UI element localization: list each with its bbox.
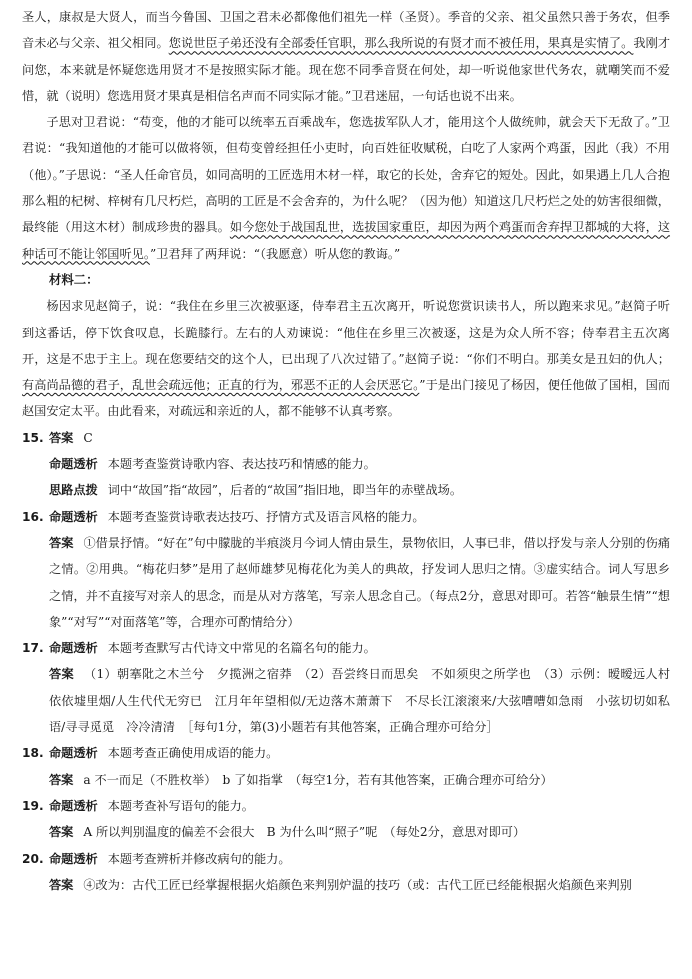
analysis-text: 本题考查补写语句的能力。 [107, 798, 254, 813]
analysis-label: 命题透析 [49, 851, 98, 866]
material1-paragraph-2: 子思对卫君说：“苟变，他的才能可以统率五百乘战车，您选拔军队人才，能用这个人做统帅，就会天下无敌了。”卫君说：“我知道他的才能可以做将领，但苟变曾经担任小吏时，向百姓征收赋税，白吃了人家两个鸡蛋，因此（我）不用（他）。”子思说：“圣人任命官员，如同高明的工匠选用木材一样，取它的长处，舍弃它的短处。因此，如果遇上几人合抱那么粗的杞树、梓树有几尺朽烂，高明的工匠是不会舍弃的，为什么呢？（因为他）知道这几尺朽烂之处的妨害很细微，最终能（用这木材）制成珍贵的器具。如今您处于战国乱世，选拔国家重臣，却因为两个鸡蛋而舍弃捍卫都城的大将，这种话可不能让邻国听见。”卫君拜了两拜说：“（我愿意）听从您的教诲。” [22, 115, 671, 261]
answer-label: 答案 [49, 535, 74, 550]
underlined-sentence: 有高尚品德的君子，乱世会疏远他；正直的行为，邪恶不正的人会厌恶它。 [22, 378, 420, 393]
answer-label: 答案 [49, 772, 74, 787]
underlined-sentence: 如今您处于战国乱世，选拔国家重臣，却因为两个鸡蛋而舍弃捍卫都城的大将，这种话可不能让邻国听见。 [22, 220, 671, 261]
answer-label: 答案 [49, 430, 74, 445]
answer-text: A 所以判别温度的偏差不会很大 B 为什么叫“照子”呢 （每处2分，意思对即可） [83, 825, 526, 840]
analysis-label: 命题透析 [49, 641, 98, 656]
hint-text: 词中“故国”指“故园”，后者的“故国”指旧地，即当年的赤壁战场。 [107, 483, 463, 498]
analysis-text: 本题考查鉴赏诗歌内容、表达技巧和情感的能力。 [107, 457, 376, 472]
analysis-label: 命题透析 [49, 509, 98, 524]
answer-paragraph [22, 530, 670, 635]
question-16 [22, 504, 670, 635]
question-18 [22, 740, 670, 793]
analysis-label: 命题透析 [49, 798, 98, 813]
question-number: 15. [22, 430, 44, 445]
analysis-text: 本题考查默写古代诗文中常见的名篇名句的能力。 [107, 641, 376, 656]
answer-label: 答案 [49, 825, 74, 840]
question-number: 19. [22, 798, 44, 813]
answer-paragraph [22, 767, 670, 793]
analysis-text: 本题考查正确使用成语的能力。 [107, 746, 279, 761]
question-number: 18. [22, 746, 44, 761]
underlined-sentence: 您说世臣子弟还没有全部委任官职，那么我所说的有贤才而不被任用，果真是实情了。 [168, 36, 634, 51]
answer-label: 答案 [49, 667, 74, 682]
question-19 [22, 793, 670, 846]
answer-text: （1）朝搴阰之木兰兮 夕揽洲之宿莽 （2）吾尝终日而思矣 不如须臾之所学也 （3）示例：暧暧远人村 依依墟里烟/人生代代无穷已 江月年年望相似/无边落木萧萧下 不尽长江滚滚来/大弦嘈嘈如急雨 小弦切切如私语/寻寻觅觅 冷冷清清 ［每句1分，第(3)小题若有其他答案，正确合理亦可给分］ [49, 667, 683, 735]
material1-paragraph-1: 圣人，康叔是大贤人，而当今鲁国、卫国之君未必都像他们祖先一样（圣贤）。季音的父亲、祖父虽然只善于务农，但季音未必与父亲、祖父相同。您说世臣子弟还没有全部委任官职，那么我所说的有贤才而不被任用，果真是实情了。我刚才问您，本来就是怀疑您选用贤才不是按照实际才能。现在您不同季音贤在何处，却一听说他家世代务农，就嘲笑而不爱惜，就（说明）您选用贤才果真是相信名声而不同实际才能。”卫君迷屈，一句话也说不出来。 [22, 10, 671, 103]
answer-text: C [83, 430, 93, 445]
analysis-label: 命题透析 [49, 457, 98, 472]
question-20 [22, 846, 670, 899]
answer-label: 答案 [49, 877, 74, 892]
answer-paragraph [22, 872, 670, 898]
answer-text: ④改为：古代工匠已经掌握根据火焰颜色来判别炉温的技巧（或：古代工匠已经能根据火焰颜色来判别 [83, 877, 632, 892]
answer-text: a 不一而足（不胜枚举） b 了如指掌 （每空1分，若有其他答案，正确合理亦可给分） [83, 772, 553, 787]
material2-paragraph: 杨因求见赵简子，说：“我住在乡里三次被驱逐，侍奉君主五次离开，听说您赏识读书人，所以跑来求见。”赵简子听到这番话，停下饮食叹息，长跪膝行。左右的人劝谏说：“他住在乡里三次被逐，这是为众人所不容；侍奉君主五次离开，这是不忠于主上。现在您要结交的这个人，已出现了八次过错了。”赵简子说：“你们不明白。那美女是丑妇的仇人；有高尚品德的君子，乱世会疏远他；正直的行为，邪恶不正的人会厌恶它。”于是出门接见了杨因，便任他做了国相，国而赵国安定太平。由此看来，对疏远和亲近的人，都不能够不认真考察。 [22, 299, 671, 419]
analysis-text: 本题考查辨析并修改病句的能力。 [107, 851, 291, 866]
question-number: 16. [22, 509, 44, 524]
answer-paragraph [22, 819, 670, 845]
question-17 [22, 635, 683, 740]
answer-text: ①借景抒情。“好在”句中朦胧的半痕淡月今词人情由景生，景物依旧，人事已非，借以抒发与亲人分别的伤痛之情。②用典。“梅花归梦”是用了赵师雄梦见梅花化为美人的典故，抒发词人思归之情。③虚实结合。词人写思乡之情，并不直接写对亲人的思念，而是从对方落笔，写亲人思念自己。（每点2分，意思对即可。若答“触景生情”“想象”“对写”“对面落笔”等，合理亦可酌情给分） [49, 535, 671, 629]
question-15 [22, 425, 670, 504]
question-number: 20. [22, 851, 44, 866]
analysis-label: 命题透析 [49, 746, 98, 761]
hint-label: 思路点拨 [49, 483, 98, 498]
question-number: 17. [22, 641, 44, 656]
analysis-text: 本题考查鉴赏诗歌表达技巧、抒情方式及语言风格的能力。 [107, 509, 425, 524]
material2-heading: 材料二： [49, 271, 99, 287]
answer-paragraph [22, 661, 683, 740]
